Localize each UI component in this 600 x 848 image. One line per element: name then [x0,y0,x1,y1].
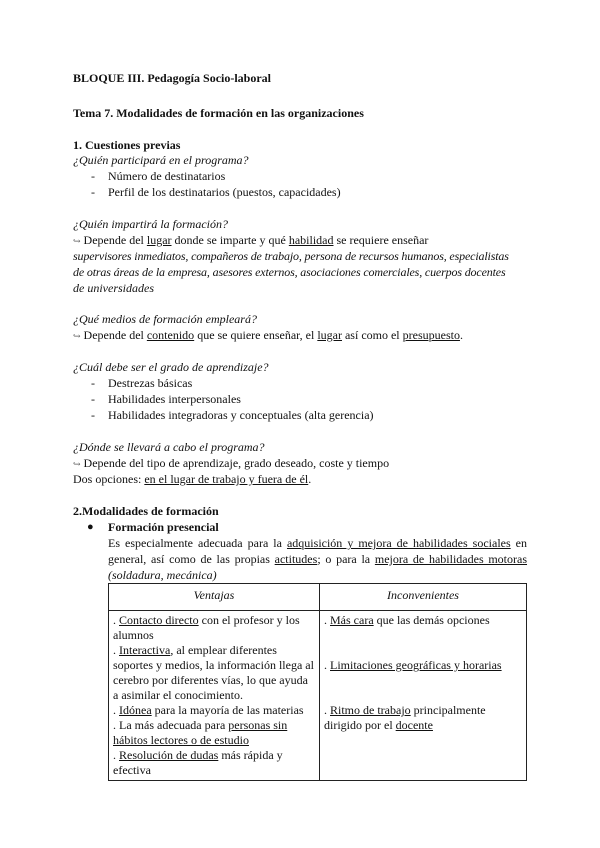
dash-bullet: - [91,408,95,422]
inconveniente-item: . Ritmo de trabajo principalmente dirigido por el docente [324,703,486,732]
ventaja-item: . Resolución de dudas más rápida y efectiva [113,748,283,777]
q4-question: ¿Cuál debe ser el grado de aprendizaje? [73,360,269,374]
inconveniente-item: . Limitaciones geográficas y horarias [324,658,502,672]
topic-title: Tema 7. Modalidades de formación en las organizaciones [73,106,364,120]
q2-examples-line: de universidades [73,281,154,295]
inconvenientes-cell [320,611,527,781]
ventaja-item: . La más adecuada para personas sin hábitos lectores o de estudio [113,718,288,747]
presencial-paragraph: Es especialmente adecuada para la adquisición y mejora de habilidades sociales en general, así como de las propias actitudes; o para la mejora de habilidades motoras (soldadura, mecánica) [108,536,528,582]
dash-bullet: - [91,376,95,390]
arrow-icon: ↪ [73,459,81,469]
table-header-row [109,584,527,611]
q5-question: ¿Dónde se llevará a cabo el programa? [73,440,265,454]
q3-question: ¿Qué medios de formación empleará? [73,312,257,326]
bullet-icon: ● [87,521,94,533]
q5-options: Dos opciones: en el lugar de trabajo y fuera de él. [73,472,312,486]
q5-answer: ↪ Depende del tipo de aprendizaje, grado deseado, coste y tiempo [73,456,390,470]
q2-examples-line: de otras áreas de la empresa, asesores externos, asociaciones comerciales, cuerpos docentes [73,265,506,279]
dash-bullet: - [91,185,95,199]
table-row [109,611,527,781]
header-ventajas: Ventajas [109,584,320,611]
inconveniente-item: . Más cara que las demás opciones [324,613,490,627]
q1-question: ¿Quién participará en el programa? [73,153,249,167]
dash-bullet: - [91,169,95,183]
header-inconvenientes: Inconvenientes [320,584,527,611]
ventaja-item: . Interactiva, al emplear diferentes soportes y medios, la información llega al cerebro por diferentes vías, lo que ayuda a asimilar el conocimiento. [113,643,314,702]
ventaja-item: . Contacto directo con el profesor y los alumnos [113,613,300,642]
q2-answer: ↪ Depende del lugar donde se imparte y qué habilidad se requiere enseñar [73,233,429,247]
arrow-icon: ↪ [73,331,81,341]
arrow-icon: ↪ [73,236,81,246]
q3-answer: ↪ Depende del contenido que se quiere enseñar, el lugar así como el presupuesto. [73,328,463,342]
q2-question: ¿Quién impartirá la formación? [73,217,228,231]
section1-heading: 1. Cuestiones previas [73,138,181,152]
subheading: Formación presencial [108,520,219,534]
ventajas-cell [109,611,320,781]
block-title: BLOQUE III. Pedagogía Socio-laboral [73,71,272,85]
comparison-table [108,583,527,781]
q2-examples-line: supervisores inmediatos, compañeros de trabajo, persona de recursos humanos, especialistas [73,249,509,263]
dash-bullet: - [91,392,95,406]
ventaja-item: . Idónea para la mayoría de las materias [113,703,304,717]
section2-heading: 2.Modalidades de formación [73,504,219,518]
